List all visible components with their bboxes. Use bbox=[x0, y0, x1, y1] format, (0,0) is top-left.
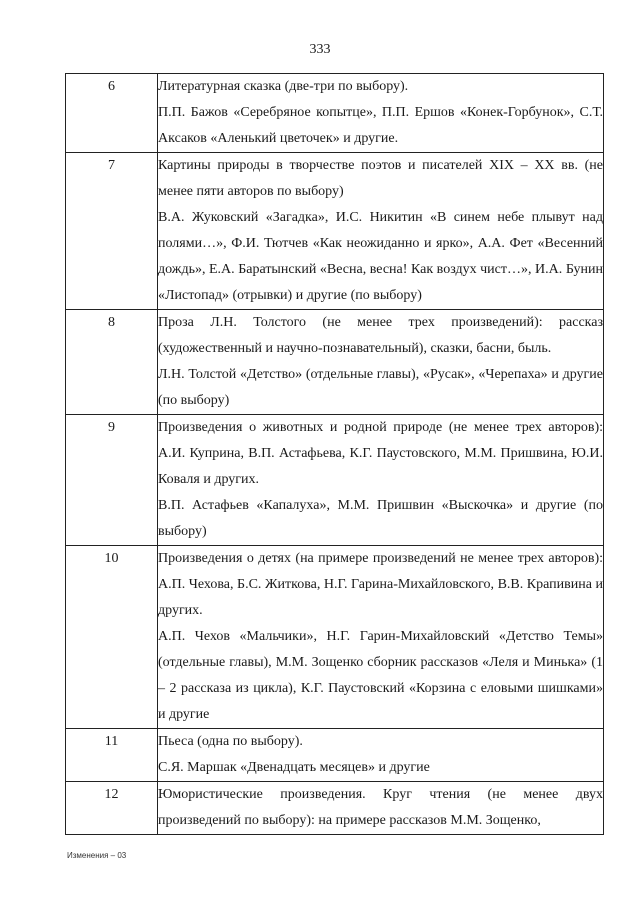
table-row-8 bbox=[66, 310, 604, 415]
row-number: 12 bbox=[66, 782, 158, 835]
works-paragraph: В.П. Астафьев «Капалуха», М.М. Пришвин «Выскочка» и другие (по выбору) bbox=[158, 498, 603, 539]
row-content bbox=[158, 310, 604, 415]
page-number: 333 bbox=[309, 42, 331, 57]
row-content bbox=[158, 153, 604, 310]
topic-paragraph: Литературная сказка (две-три по выбору). bbox=[158, 79, 409, 94]
curriculum-table bbox=[65, 73, 604, 835]
topic-paragraph: Произведения о животных и родной природе (не менее трех авторов): А.И. Куприна, В.П. Астафьева, К.Г. Паустовского, М.М. Пришвина, Ю.И. Коваля и других. bbox=[158, 420, 603, 487]
row-number: 8 bbox=[66, 310, 158, 415]
works-paragraph: С.Я. Маршак «Двенадцать месяцев» и другие bbox=[158, 760, 430, 775]
works-paragraph: А.П. Чехов «Мальчики», Н.Г. Гарин-Михайловский «Детство Темы» (отдельные главы), М.М. Зощенко сборник рассказов «Леля и Минька» (1 – 2 рассказа из цикла), К.Г. Паустовский «Корзина с еловыми шишками» и другие bbox=[158, 629, 603, 722]
topic-paragraph: Картины природы в творчестве поэтов и писателей XIX – XX вв. (не менее пяти авторов по выбору) bbox=[158, 158, 603, 199]
topic-paragraph: Юмористические произведения. Круг чтения (не менее двух произведений по выбору): на примере рассказов М.М. Зощенко, bbox=[158, 787, 603, 828]
row-number: 9 bbox=[66, 415, 158, 546]
row-content bbox=[158, 729, 604, 782]
table-row-6 bbox=[66, 74, 604, 153]
row-content bbox=[158, 782, 604, 835]
topic-paragraph: Проза Л.Н. Толстого (не менее трех произведений): рассказ (художественный и научно-познавательный), сказки, басни, быль. bbox=[158, 315, 603, 356]
revision-footer: Изменения – 03 bbox=[67, 851, 127, 860]
works-paragraph: П.П. Бажов «Серебряное копытце», П.П. Ершов «Конек-Горбунок», С.Т. Аксаков «Аленький цветочек» и другие. bbox=[158, 105, 603, 146]
row-number: 7 bbox=[66, 153, 158, 310]
row-number: 6 bbox=[66, 74, 158, 153]
row-content bbox=[158, 415, 604, 546]
row-number: 10 bbox=[66, 546, 158, 729]
topic-paragraph: Пьеса (одна по выбору). bbox=[158, 734, 303, 749]
table-row-10 bbox=[66, 546, 604, 729]
topic-paragraph: Произведения о детях (на примере произведений не менее трех авторов): А.П. Чехова, Б.С. Житкова, Н.Г. Гарина-Михайловского, В.В. Крапивина и других. bbox=[158, 551, 603, 618]
row-number: 11 bbox=[66, 729, 158, 782]
table-row-12 bbox=[66, 782, 604, 835]
row-content bbox=[158, 546, 604, 729]
table-row-9 bbox=[66, 415, 604, 546]
table-row-11 bbox=[66, 729, 604, 782]
row-content bbox=[158, 74, 604, 153]
works-paragraph: Л.Н. Толстой «Детство» (отдельные главы), «Русак», «Черепаха» и другие (по выбору) bbox=[158, 367, 603, 408]
table-row-7 bbox=[66, 153, 604, 310]
works-paragraph: В.А. Жуковский «Загадка», И.С. Никитин «В синем небе плывут над полями…», Ф.И. Тютчев «Как неожиданно и ярко», А.А. Фет «Весенний дождь», Е.А. Баратынский «Весна, весна! Как воздух чист…», И.А. Бунин «Листопад» (отрывки) и другие (по выбору) bbox=[158, 210, 603, 303]
